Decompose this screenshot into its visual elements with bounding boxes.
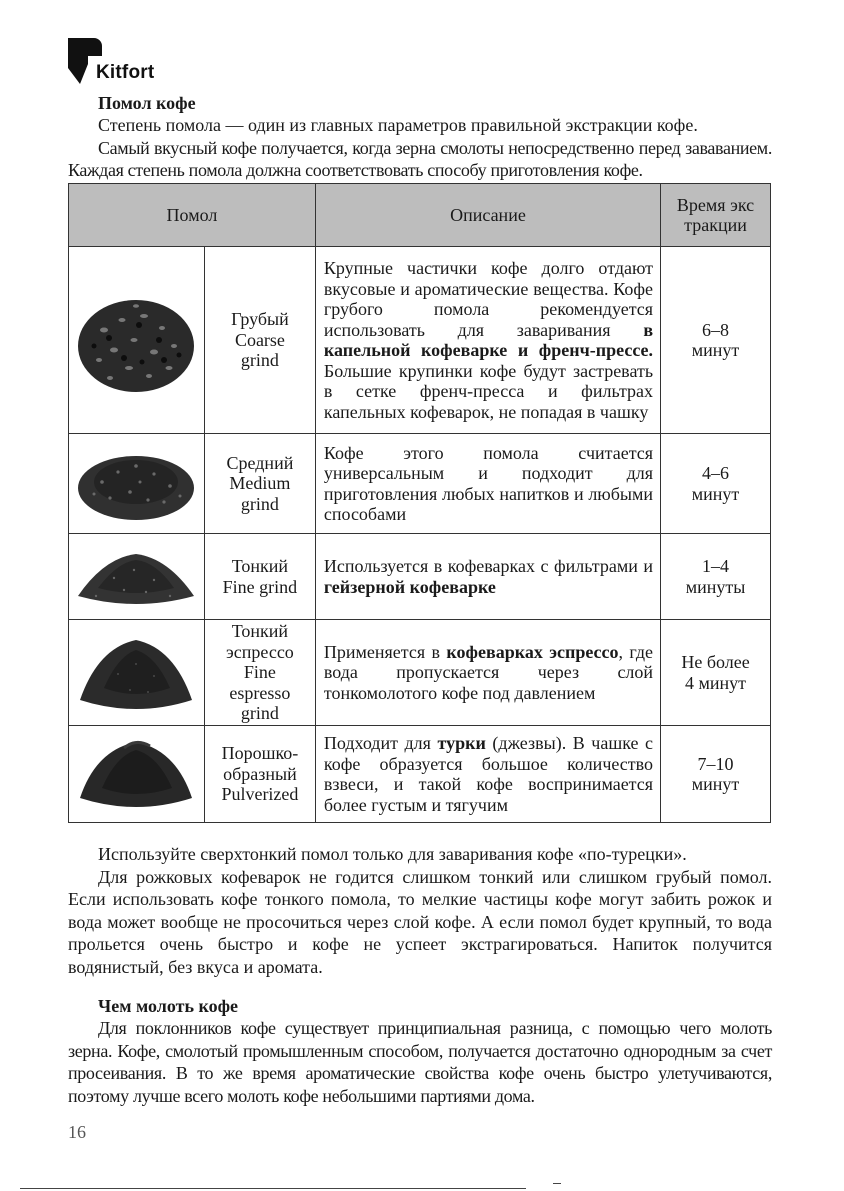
extraction-time: 1–4 минуты xyxy=(661,534,771,620)
crop-mark xyxy=(553,1183,561,1187)
coffee-pile-coarse-icon xyxy=(74,280,198,400)
divider xyxy=(20,1188,526,1189)
pulverized-image xyxy=(69,726,205,823)
table-row xyxy=(69,434,771,534)
coarse-image xyxy=(69,247,205,434)
table-row xyxy=(69,726,771,823)
header-description: Описание xyxy=(315,184,660,247)
intro-paragraph: Самый вкусный кофе получается, когда зерна смолоты непосредственно перед зававанием. Каждая степень помола должна соответствовать способу приготовления кофе. xyxy=(68,137,772,180)
grind-description: Подходит для турки (джезвы). В чашке с кофе образуется большое количество взвеси, и такой кофе воспринимается более густым и тягучим xyxy=(315,726,660,823)
grind-name: Тонкий Fine grind xyxy=(204,534,315,620)
brand-name: Kitfort xyxy=(96,62,155,83)
grind-name: Тонкий эспрессо Fine espresso grind xyxy=(204,620,315,726)
fine-image xyxy=(69,534,205,620)
header-time: Время экстракции xyxy=(661,184,771,247)
coffee-pile-espresso-icon xyxy=(74,628,198,718)
medium-image xyxy=(69,434,205,534)
extraction-time: 7–10 минут xyxy=(661,726,771,823)
grind-description: Применяется в кофеварках эспрессо, где вода пропускается через слой тонкомолотого кофе под давлением xyxy=(315,620,660,726)
intro-section xyxy=(68,92,772,182)
table-row xyxy=(69,534,771,620)
intro-line: Степень помола — один из главных параметров правильной экстракции кофе. xyxy=(98,115,698,135)
usage-notes xyxy=(68,843,772,978)
extraction-time: Не более 4 минут xyxy=(661,620,771,726)
grind-description: Крупные частички кофе долго отдают вкусовые и ароматические вещества. Кофе грубого помола рекомендуется использовать для заваривания в капельной кофеварке и френч-прессе. Большие крупинки кофе будут застревать в сетке френч-пресса и фильтрах капельных кофеварок, не попадая в чашку xyxy=(315,247,660,434)
grind-description: Кофе этого помола считается универсальным и подходит для приготовления любых напитков и любыми способами xyxy=(315,434,660,534)
grinding-section xyxy=(68,995,772,1107)
table-row xyxy=(69,247,771,434)
grind-name: Порошко- образный Pulverized xyxy=(204,726,315,823)
table-header-row xyxy=(69,184,771,247)
table-row xyxy=(69,620,771,726)
coffee-pile-medium-icon xyxy=(74,442,198,526)
extraction-time: 4–6 минут xyxy=(661,434,771,534)
coffee-pile-fine-icon xyxy=(74,542,198,612)
extraction-time: 6–8 минут xyxy=(661,247,771,434)
coffee-pile-pulverized-icon xyxy=(74,732,198,816)
kitfort-logo xyxy=(68,38,188,86)
section-heading: Чем молоть кофе xyxy=(98,996,239,1016)
paragraph: Для поклонников кофе существует принципиальная разница, с помощью чего молоть зерна. Кофе, смолотый промышленным способом, получается достаточно однородным за счет просеивания. В то же время ароматические свойства кофе очень быстро улетучиваются, поэтому лучше всего молоть кофе небольшими партиями дома. xyxy=(68,1018,772,1106)
grind-description: Используется в кофеварках с фильтрами и гейзерной кофеварке xyxy=(315,534,660,620)
header-grind: Помол xyxy=(69,184,316,247)
paragraph: Используйте сверхтонкий помол только для заваривания кофе «по-турецки». xyxy=(98,844,687,864)
section-heading: Помол кофе xyxy=(98,93,196,113)
page-number: 16 xyxy=(68,1122,86,1142)
espresso-image xyxy=(69,620,205,726)
grind-name: Средний Medium grind xyxy=(204,434,315,534)
paragraph: Для рожковых кофеварок не годится слишком тонкий или слишком грубый помол. Если использовать кофе тонкого помола, то мелкие частицы кофе могут забить рожок и вода может вообще не просочиться через слой кофе. А если помол будет крупный, то вода прольется очень быстро и кофе не успеет экстрагироваться. Напиток получится водянистый, без вкуса и аромата. xyxy=(68,866,772,977)
grind-table xyxy=(68,183,771,823)
grind-name: Грубый Coarse grind xyxy=(204,247,315,434)
